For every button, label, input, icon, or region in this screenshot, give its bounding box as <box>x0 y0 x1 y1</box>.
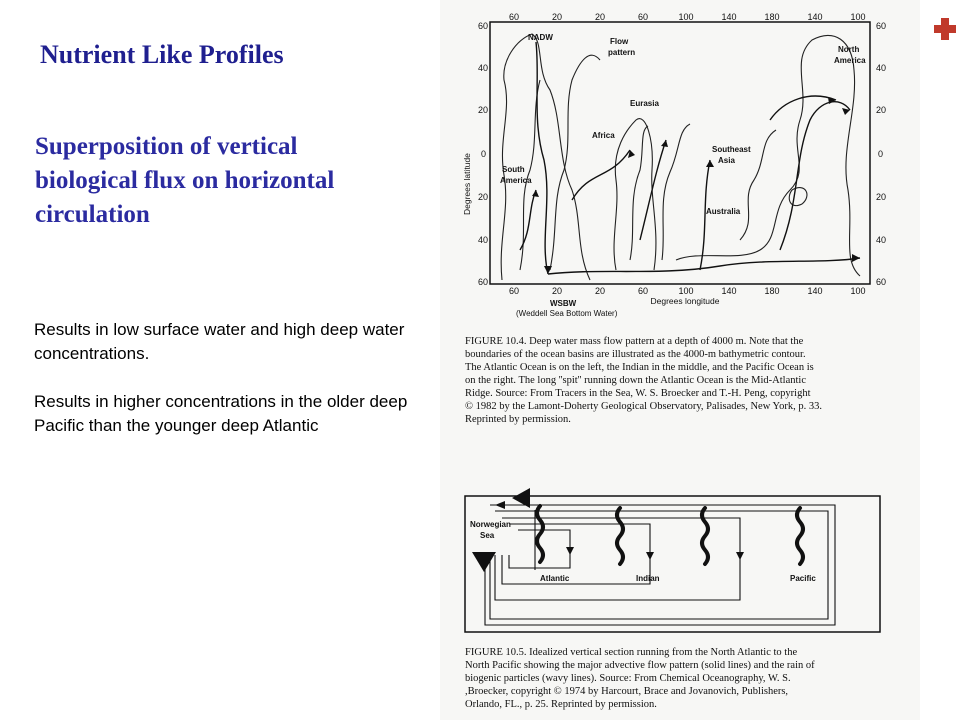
label-pattern: pattern <box>608 48 636 57</box>
top-tick: 100 <box>850 12 866 22</box>
top-tick: 20 <box>551 12 563 22</box>
left-tick: 20 <box>478 192 489 202</box>
label-norwegian: Norwegian <box>470 520 511 529</box>
basin-outlines <box>501 34 860 280</box>
bullet-item: Results in higher concentrations in the older deep Pacific than the younger deep Atlantic <box>34 392 408 435</box>
label-america-s: America <box>500 176 532 185</box>
caption-line: Orlando, FL., p. 25. Reprinted by permission. <box>465 699 657 710</box>
left-tick: 0 <box>481 149 487 159</box>
caption-line: Reprinted by permission. <box>465 414 571 425</box>
label-sea: Sea <box>480 531 495 540</box>
caption-line: FIGURE 10.4. Deep water mass flow pattern at a depth of 4000 m. Note that the <box>465 336 804 347</box>
left-tick: 20 <box>478 105 489 115</box>
flow-loops <box>485 505 835 625</box>
label-wsbw-full: (Weddell Sea Bottom Water) <box>516 309 618 318</box>
slide-subtitle: Superposition of vertical biological flux on horizontal circulation <box>35 133 335 228</box>
down-triangle <box>472 552 496 572</box>
bullet-item: Results in low surface water and high deep water concentrations. <box>34 320 405 363</box>
bottom-tick: 180 <box>764 286 780 296</box>
plus-icon[interactable] <box>932 16 958 42</box>
top-tick: 60 <box>508 12 520 22</box>
label-nadw: NADW <box>528 33 553 42</box>
label-indian: Indian <box>636 574 660 583</box>
caption-line: biogenic particles (wavy lines). Source: From Chemical Oceanography, W. S. <box>465 673 791 684</box>
slide-title: Nutrient Like Profiles <box>40 40 284 69</box>
right-tick: 40 <box>876 235 887 245</box>
right-tick: 20 <box>876 105 887 115</box>
top-tick: 20 <box>594 12 606 22</box>
top-tick: 100 <box>678 12 694 22</box>
caption-line: on the right. The long ''spit'' running down the Atlantic Ocean is the Mid-Atlantic <box>465 375 806 386</box>
top-tick: 140 <box>807 12 823 22</box>
label-flow: Flow <box>610 37 629 46</box>
left-tick: 60 <box>478 21 489 31</box>
label-south: South <box>502 165 525 174</box>
right-tick: 40 <box>876 63 887 73</box>
bullet-list <box>34 318 434 462</box>
caption-line: Ridge. Source: From Tracers in the Sea, W. S. Broecker and T.-H. Peng, copyright <box>465 388 811 399</box>
caption-line: boundaries of the ocean basins are illustrated as the 4000-m bathymetric contour. <box>465 349 806 360</box>
label-north: North <box>838 45 860 54</box>
label-wsbw: WSBW <box>550 299 577 308</box>
figure-10-4-map <box>462 12 886 318</box>
left-tick: 40 <box>478 235 489 245</box>
label-australia: Australia <box>706 207 741 216</box>
flow-arrows <box>520 42 860 274</box>
left-tick: 60 <box>478 277 489 287</box>
label-southeast: Southeast <box>712 145 751 154</box>
label-atlantic: Atlantic <box>540 574 570 583</box>
left-tick: 40 <box>478 63 489 73</box>
bottom-tick: 60 <box>637 286 649 296</box>
bottom-tick: 100 <box>678 286 694 296</box>
top-tick: 180 <box>764 12 780 22</box>
map-xlabel: Degrees longitude <box>650 296 720 306</box>
caption-line: North Pacific showing the major advective flow pattern (solid lines) and the rain of <box>465 660 815 671</box>
right-tick: 0 <box>878 149 884 159</box>
wavy-lines <box>537 506 803 564</box>
caption-line: ,Broecker, copyright © 1974 by Harcourt, Brace and Jovanovich, Publishers, <box>465 686 789 697</box>
caption-line: FIGURE 10.5. Idealized vertical section running from the North Atlantic to the <box>465 647 798 658</box>
label-africa: Africa <box>592 131 615 140</box>
map-ylabel: Degrees latitude <box>462 153 472 215</box>
label-asia: Asia <box>718 156 735 165</box>
bottom-tick: 20 <box>594 286 606 296</box>
figure-10-5-section <box>465 488 880 632</box>
scanned-figures <box>440 0 920 720</box>
section-frame <box>465 496 880 632</box>
figure-10-4-caption <box>465 336 822 425</box>
right-tick: 20 <box>876 192 887 202</box>
bottom-tick: 140 <box>807 286 823 296</box>
caption-line: The Atlantic Ocean is on the left, the Indian in the middle, and the Pacific Ocean is <box>465 362 814 373</box>
label-america-n: America <box>834 56 866 65</box>
map-frame <box>490 22 870 284</box>
right-tick: 60 <box>876 277 887 287</box>
top-tick: 140 <box>721 12 737 22</box>
bottom-tick: 20 <box>551 286 563 296</box>
right-tick: 60 <box>876 21 887 31</box>
label-eurasia: Eurasia <box>630 99 659 108</box>
label-pacific: Pacific <box>790 574 816 583</box>
bottom-tick: 100 <box>850 286 866 296</box>
figure-svg <box>440 0 920 720</box>
bottom-tick: 60 <box>508 286 520 296</box>
caption-line: © 1982 by the Lamont-Doherty Geological Observatory, Palisades, New York, p. 33. <box>465 401 822 412</box>
bottom-tick: 140 <box>721 286 737 296</box>
figure-10-5-caption <box>465 647 815 710</box>
top-tick: 60 <box>637 12 649 22</box>
